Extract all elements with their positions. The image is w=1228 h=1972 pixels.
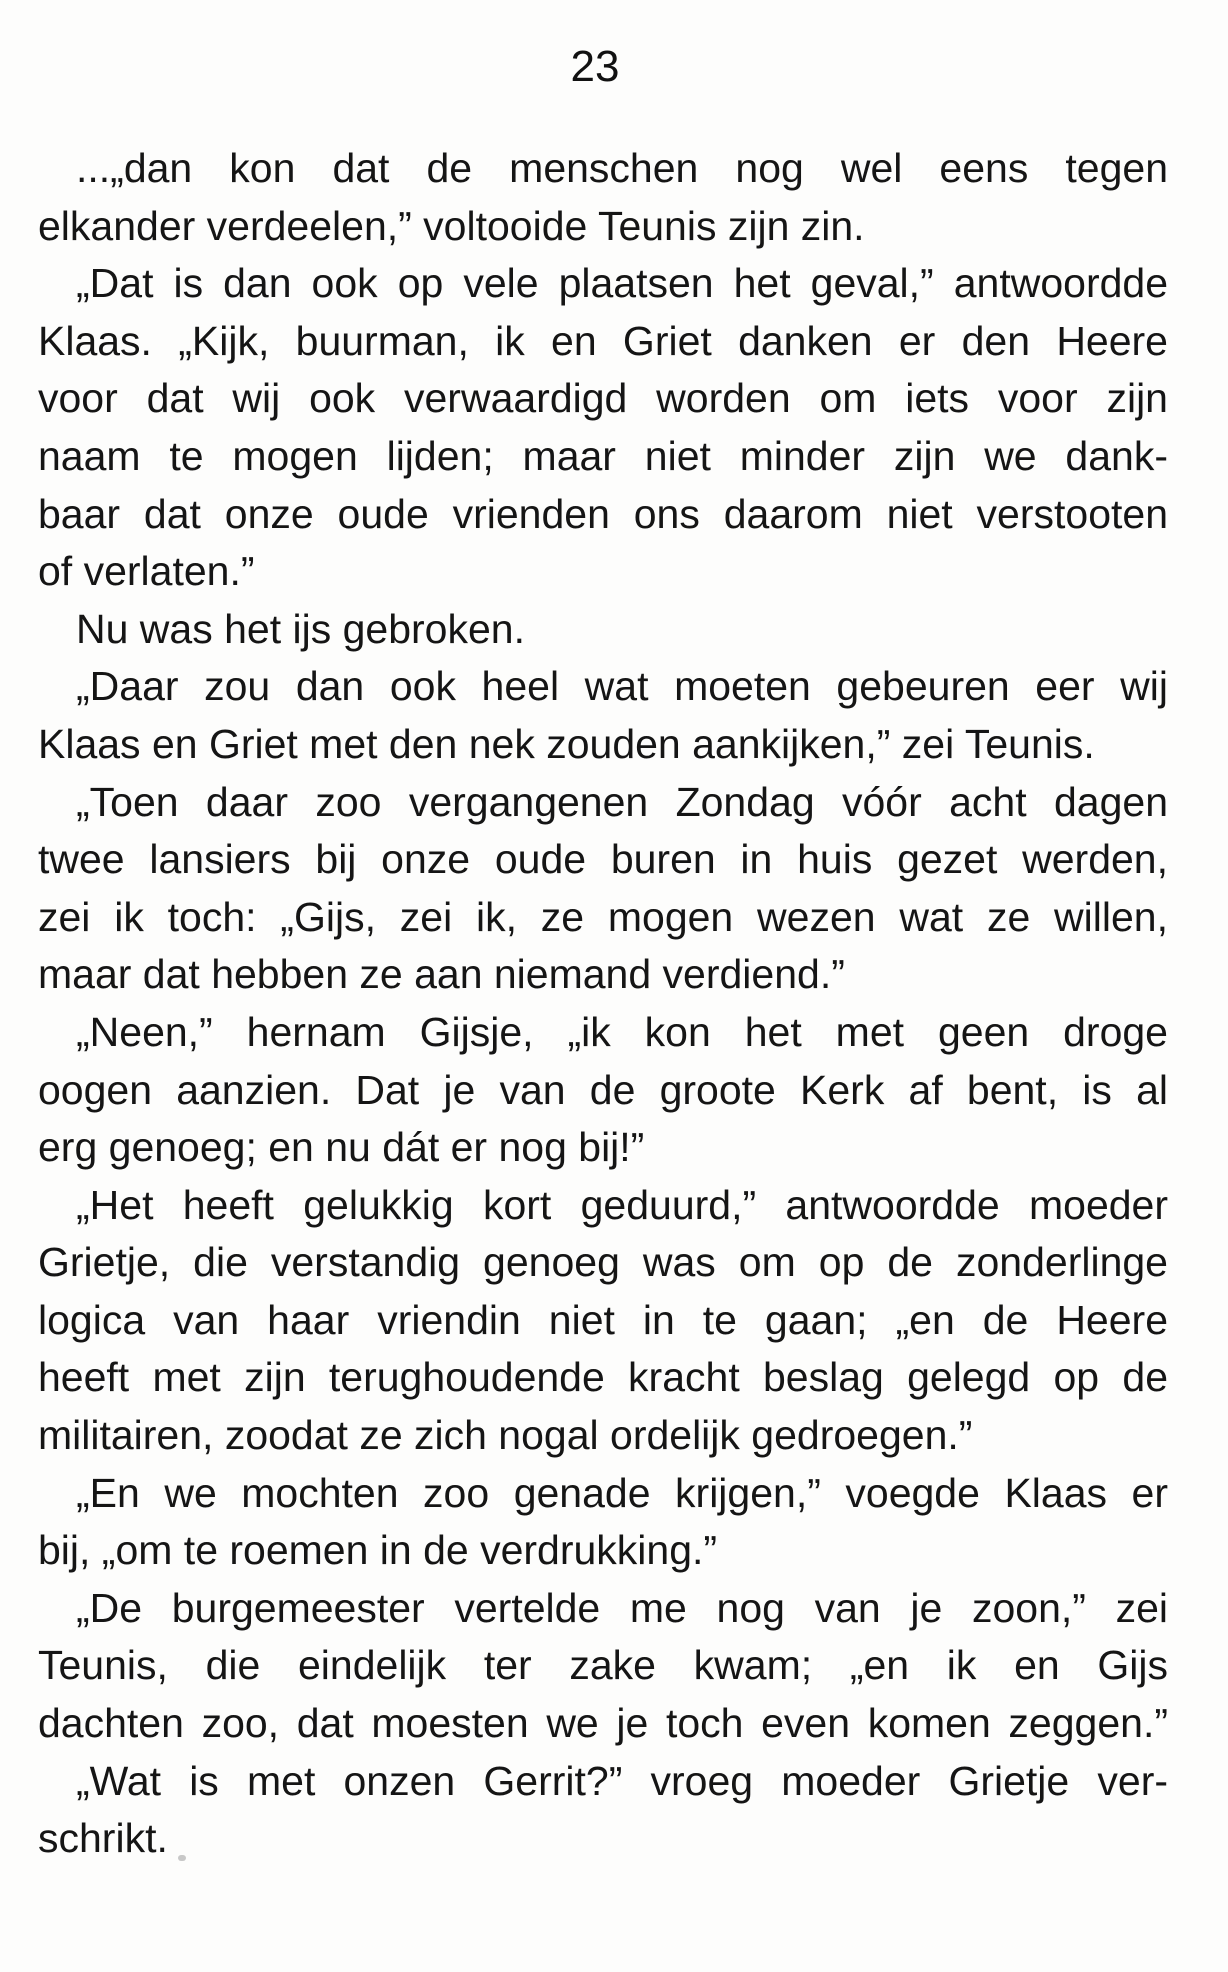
- text-line: erg genoeg; en nu dát er nog bij!”: [38, 1124, 645, 1171]
- text-line: militairen, zoodat ze zich nogal ordelijk gedroegen.”: [38, 1412, 973, 1459]
- text-line: schrikt.: [38, 1815, 168, 1862]
- text-line: oogen aanzien. Dat je van de groote Kerk af bent, is al: [38, 1066, 1168, 1113]
- text-line: of verlaten.”: [38, 548, 255, 595]
- text-line: ...„dan kon dat de menschen nog wel eens tegen: [76, 145, 1168, 191]
- text-line: „Neen,” hernam Gijsje, „ik kon het met geen droge: [76, 1008, 1168, 1055]
- text-line: zei ik toch: „Gijs, zei ik, ze mogen wezen wat ze willen,: [38, 893, 1168, 940]
- text-line: Teunis, die eindelijk ter zake kwam; „en ik en Gijs: [38, 1642, 1168, 1689]
- text-line: bij, „om te roemen in de verdrukking.”: [38, 1527, 718, 1574]
- page-number: 23: [570, 42, 620, 91]
- body-text: [38, 140, 1168, 1868]
- text-line: „Dat is dan ook op vele plaatsen het geval,” antwoordde: [76, 260, 1168, 307]
- text-line: naam te mogen lijden; maar niet minder zijn we dank-: [38, 432, 1168, 479]
- text-line: logica van haar vriendin niet in te gaan; „en de Heere: [38, 1296, 1168, 1343]
- text-line: baar dat onze oude vrienden ons daarom niet verstooten: [38, 490, 1168, 537]
- text-line: heeft met zijn terughoudende kracht beslag gelegd op de: [38, 1354, 1168, 1401]
- text-line: Grietje, die verstandig genoeg was om op de zonderlinge: [38, 1239, 1168, 1286]
- text-line: „Toen daar zoo vergangenen Zondag vóór acht dagen: [76, 778, 1168, 825]
- text-line: Klaas. „Kijk, buurman, ik en Griet danken er den Heere: [38, 317, 1168, 364]
- text-line: twee lansiers bij onze oude buren in huis gezet werden,: [38, 836, 1168, 883]
- text-line: maar dat hebben ze aan niemand verdiend.”: [38, 951, 845, 998]
- text-line: Nu was het ijs gebroken.: [76, 605, 525, 652]
- print-speck: [178, 1855, 186, 1861]
- text-line: voor dat wij ook verwaardigd worden om iets voor zijn: [38, 375, 1168, 422]
- text-line: „Daar zou dan ook heel wat moeten gebeuren eer wij: [76, 663, 1168, 710]
- text-line: „Het heeft gelukkig kort geduurd,” antwoordde moeder: [76, 1181, 1168, 1228]
- text-line: „En we mochten zoo genade krijgen,” voegde Klaas er: [76, 1469, 1168, 1516]
- text-line: elkander verdeelen,” voltooide Teunis zijn zin.: [38, 202, 865, 249]
- text-line: Klaas en Griet met den nek zouden aankijken,” zei Teunis.: [38, 720, 1095, 767]
- text-line: „Wat is met onzen Gerrit?” vroeg moeder Grietje ver-: [76, 1757, 1168, 1804]
- text-line: „De burgemeester vertelde me nog van je zoon,” zei: [76, 1584, 1168, 1631]
- text-line: dachten zoo, dat moesten we je toch even komen zeggen.”: [38, 1700, 1168, 1747]
